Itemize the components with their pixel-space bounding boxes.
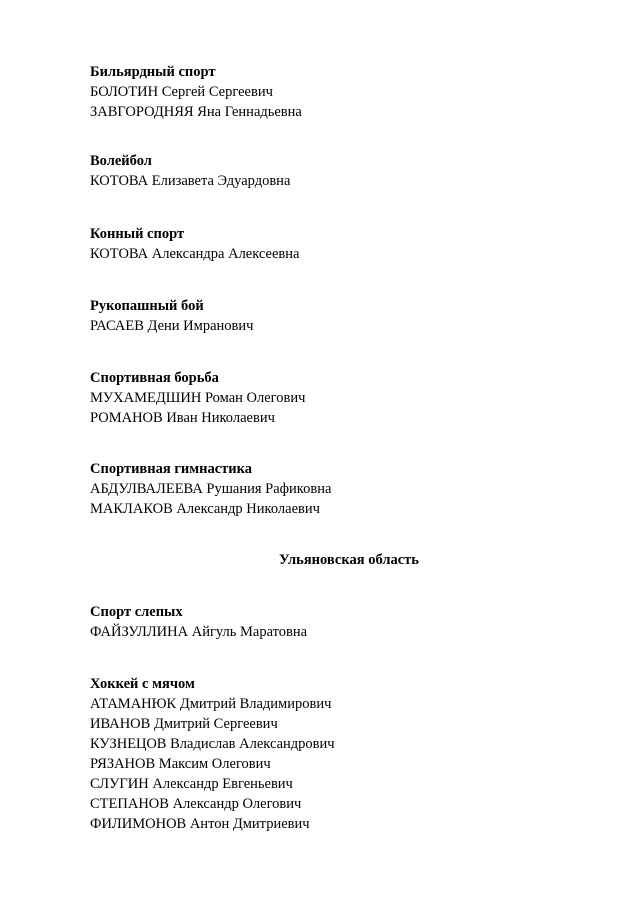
section-heading: Хоккей с мячом xyxy=(90,676,195,692)
athlete-name: МАКЛАКОВ Александр Николаевич xyxy=(90,501,320,517)
section-heading: Бильярдный спорт xyxy=(90,64,216,80)
athlete-name: РАСАЕВ Дени Имранович xyxy=(90,318,254,334)
athlete-name: РЯЗАНОВ Максим Олегович xyxy=(90,756,271,772)
athlete-name: СТЕПАНОВ Александр Олегович xyxy=(90,796,302,812)
section-heading: Спорт слепых xyxy=(90,604,183,620)
athlete-name: БОЛОТИН Сергей Сергеевич xyxy=(90,84,273,100)
section-heading: Рукопашный бой xyxy=(90,298,204,314)
athlete-name: АТАМАНЮК Дмитрий Владимирович xyxy=(90,696,332,712)
athlete-name: МУХАМЕДШИН Роман Олегович xyxy=(90,390,306,406)
athlete-name: ИВАНОВ Дмитрий Сергеевич xyxy=(90,716,278,732)
athlete-name: КУЗНЕЦОВ Владислав Александрович xyxy=(90,736,335,752)
athlete-name: ФИЛИМОНОВ Антон Дмитриевич xyxy=(90,816,310,832)
section-heading: Конный спорт xyxy=(90,226,185,242)
athlete-name: РОМАНОВ Иван Николаевич xyxy=(90,410,275,426)
section-heading: Спортивная борьба xyxy=(90,370,219,386)
athlete-name: СЛУГИН Александр Евгеньевич xyxy=(90,776,293,792)
section-heading: Спортивная гимнастика xyxy=(90,461,253,477)
athlete-name: КОТОВА Елизавета Эдуардовна xyxy=(90,173,291,189)
section-heading: Волейбол xyxy=(90,153,152,169)
athlete-name: ФАЙЗУЛЛИНА Айгуль Маратовна xyxy=(90,624,308,640)
athlete-name: КОТОВА Александра Алексеевна xyxy=(90,246,300,262)
region-title: Ульяновская область xyxy=(279,552,419,568)
athlete-name: АБДУЛВАЛЕЕВА Рушания Рафиковна xyxy=(90,481,332,497)
athlete-name: ЗАВГОРОДНЯЯ Яна Геннадьевна xyxy=(90,104,302,120)
